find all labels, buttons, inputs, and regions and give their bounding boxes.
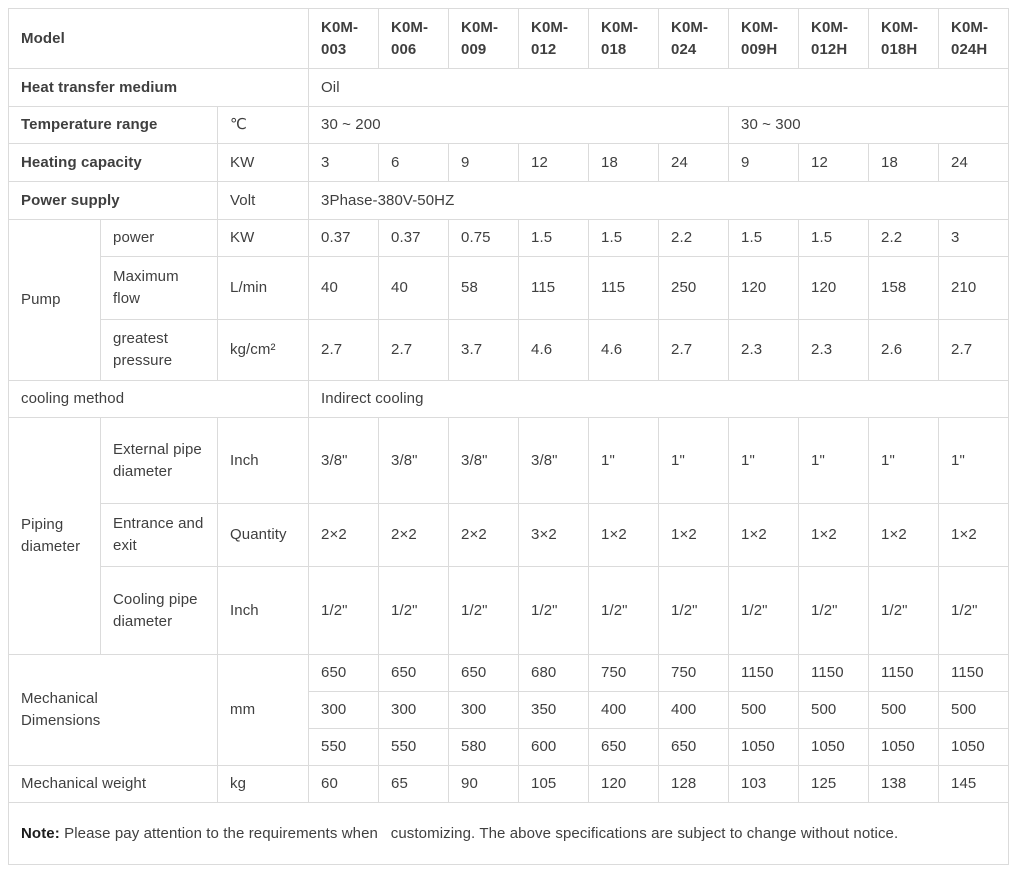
value-cell: 24 bbox=[939, 144, 1009, 182]
value-cell: 1×2 bbox=[869, 504, 939, 567]
value-cell: 138 bbox=[869, 766, 939, 803]
model-name-cell: K0M-018H bbox=[869, 9, 939, 69]
value-cell: 650 bbox=[379, 655, 449, 692]
value-cell: 300 bbox=[379, 692, 449, 729]
value-cell: 3/8" bbox=[309, 418, 379, 504]
note-prefix: Note: bbox=[21, 824, 60, 842]
value-cell: 2.3 bbox=[799, 320, 869, 381]
value-cell: 12 bbox=[799, 144, 869, 182]
model-name-cell: K0M-009 bbox=[449, 9, 519, 69]
row-temperature-range bbox=[9, 107, 1009, 144]
value-cell: 58 bbox=[449, 257, 519, 320]
value-cell: 2×2 bbox=[379, 504, 449, 567]
value-cell: 3/8" bbox=[519, 418, 589, 504]
unit-cell: L/min bbox=[218, 257, 309, 320]
value-cell: 1×2 bbox=[939, 504, 1009, 567]
value-cell: 30 ~ 200 bbox=[309, 107, 729, 144]
value-cell: 2.2 bbox=[869, 220, 939, 257]
value-cell: 1" bbox=[729, 418, 799, 504]
sub-label-cell: Maximum flow bbox=[101, 257, 218, 320]
value-cell: 300 bbox=[309, 692, 379, 729]
value-cell: 1.5 bbox=[589, 220, 659, 257]
row-pump-greatest-pressure bbox=[9, 320, 1009, 381]
value-cell: 500 bbox=[729, 692, 799, 729]
sub-label-cell: External pipe diameter bbox=[101, 418, 218, 504]
unit-cell: Volt bbox=[218, 182, 309, 220]
value-cell: 600 bbox=[519, 729, 589, 766]
value-cell: 9 bbox=[729, 144, 799, 182]
model-name-cell: K0M-009H bbox=[729, 9, 799, 69]
value-cell: 65 bbox=[379, 766, 449, 803]
value-cell: 40 bbox=[309, 257, 379, 320]
model-name-cell: K0M-006 bbox=[379, 9, 449, 69]
unit-cell: kg bbox=[218, 766, 309, 803]
value-cell: 1150 bbox=[799, 655, 869, 692]
value-cell: 105 bbox=[519, 766, 589, 803]
row-label: Heat transfer medium bbox=[9, 69, 309, 107]
value-cell: 40 bbox=[379, 257, 449, 320]
value-cell: 650 bbox=[449, 655, 519, 692]
value-cell: 1/2" bbox=[939, 567, 1009, 655]
row-label: cooling method bbox=[9, 381, 309, 418]
row-note bbox=[9, 803, 1009, 865]
value-cell: 0.37 bbox=[379, 220, 449, 257]
row-heat-transfer-medium bbox=[9, 69, 1009, 107]
value-cell: 0.75 bbox=[449, 220, 519, 257]
value-cell: 18 bbox=[869, 144, 939, 182]
value-cell: 1/2" bbox=[659, 567, 729, 655]
value-cell: 3 bbox=[309, 144, 379, 182]
unit-cell: mm bbox=[218, 655, 309, 766]
model-name-cell: K0M-024 bbox=[659, 9, 729, 69]
value-cell: 650 bbox=[309, 655, 379, 692]
value-cell: 500 bbox=[939, 692, 1009, 729]
value-cell: 1050 bbox=[799, 729, 869, 766]
note-cell bbox=[9, 803, 1009, 865]
value-cell: 1/2" bbox=[449, 567, 519, 655]
value-cell: 158 bbox=[869, 257, 939, 320]
value-cell: 1×2 bbox=[799, 504, 869, 567]
value-cell: 1/2" bbox=[379, 567, 449, 655]
group-label-text: Mechanical Dimensions bbox=[21, 690, 101, 729]
value-cell: 500 bbox=[869, 692, 939, 729]
value-cell: 4.6 bbox=[519, 320, 589, 381]
value-cell: 650 bbox=[659, 729, 729, 766]
value-cell: 3/8" bbox=[449, 418, 519, 504]
unit-cell: kg/cm² bbox=[218, 320, 309, 381]
value-cell: 3/8" bbox=[379, 418, 449, 504]
value-cell: 90 bbox=[449, 766, 519, 803]
group-label-piping-diameter: Piping diameter bbox=[9, 418, 101, 655]
row-label: Power supply bbox=[9, 182, 218, 220]
value-cell: 1/2" bbox=[309, 567, 379, 655]
value-cell: 1050 bbox=[939, 729, 1009, 766]
sub-label-cell: Cooling pipe diameter bbox=[101, 567, 218, 655]
unit-cell: ℃ bbox=[218, 107, 309, 144]
value-cell: 1" bbox=[589, 418, 659, 504]
value-cell: 4.6 bbox=[589, 320, 659, 381]
value-cell: 2.3 bbox=[729, 320, 799, 381]
value-cell: 2×2 bbox=[309, 504, 379, 567]
row-power-supply bbox=[9, 182, 1009, 220]
sub-label-cell: power bbox=[101, 220, 218, 257]
row-cooling-pipe-diameter bbox=[9, 567, 1009, 655]
model-name-cell: K0M-003 bbox=[309, 9, 379, 69]
value-cell: 1/2" bbox=[799, 567, 869, 655]
sub-label-cell: Entrance and exit bbox=[101, 504, 218, 567]
row-label: Temperature range bbox=[9, 107, 218, 144]
value-cell: 115 bbox=[519, 257, 589, 320]
row-mechanical-weight bbox=[9, 766, 1009, 803]
group-label-mechanical-dimensions bbox=[9, 655, 218, 766]
value-cell: 18 bbox=[589, 144, 659, 182]
note-text: Please pay attention to the requirements when customizing. The above specifications are subject to change without notice. bbox=[59, 824, 899, 842]
value-cell: 250 bbox=[659, 257, 729, 320]
value-cell: 2.6 bbox=[869, 320, 939, 381]
value-cell: 2.7 bbox=[659, 320, 729, 381]
unit-cell: Quantity bbox=[218, 504, 309, 567]
value-cell: 2.7 bbox=[309, 320, 379, 381]
value-cell: 1.5 bbox=[519, 220, 589, 257]
row-mechanical-dimensions-1 bbox=[9, 655, 1009, 692]
value-cell: 2.7 bbox=[379, 320, 449, 381]
value-cell: 1050 bbox=[869, 729, 939, 766]
value-cell: 60 bbox=[309, 766, 379, 803]
value-cell: 1" bbox=[869, 418, 939, 504]
value-cell: 1150 bbox=[869, 655, 939, 692]
value-cell: 400 bbox=[659, 692, 729, 729]
value-cell: 500 bbox=[799, 692, 869, 729]
value-cell: 125 bbox=[799, 766, 869, 803]
value-cell: 128 bbox=[659, 766, 729, 803]
value-cell: 650 bbox=[589, 729, 659, 766]
value-cell: Oil bbox=[309, 69, 1009, 107]
value-cell: 120 bbox=[799, 257, 869, 320]
unit-cell: KW bbox=[218, 220, 309, 257]
value-cell: 1" bbox=[939, 418, 1009, 504]
model-row-label: Model bbox=[9, 9, 309, 69]
value-cell: 750 bbox=[659, 655, 729, 692]
row-external-pipe-diameter bbox=[9, 418, 1009, 504]
value-cell: 103 bbox=[729, 766, 799, 803]
value-cell: 3Phase-380V-50HZ bbox=[309, 182, 1009, 220]
value-cell: 750 bbox=[589, 655, 659, 692]
value-cell: 1" bbox=[799, 418, 869, 504]
row-heating-capacity bbox=[9, 144, 1009, 182]
value-cell: 680 bbox=[519, 655, 589, 692]
value-cell: 0.37 bbox=[309, 220, 379, 257]
value-cell: 1×2 bbox=[589, 504, 659, 567]
value-cell: 2.7 bbox=[939, 320, 1009, 381]
row-pump-power bbox=[9, 220, 1009, 257]
group-label-pump: Pump bbox=[9, 220, 101, 381]
value-cell: 3×2 bbox=[519, 504, 589, 567]
model-name-cell: K0M-024H bbox=[939, 9, 1009, 69]
value-cell: 1" bbox=[659, 418, 729, 504]
value-cell: 145 bbox=[939, 766, 1009, 803]
value-cell: 30 ~ 300 bbox=[729, 107, 1009, 144]
value-cell: 210 bbox=[939, 257, 1009, 320]
row-entrance-and-exit bbox=[9, 504, 1009, 567]
value-cell: 9 bbox=[449, 144, 519, 182]
unit-cell: KW bbox=[218, 144, 309, 182]
row-label: Mechanical weight bbox=[9, 766, 218, 803]
value-cell: 115 bbox=[589, 257, 659, 320]
value-cell: 550 bbox=[379, 729, 449, 766]
value-cell: 1/2" bbox=[869, 567, 939, 655]
value-cell: 24 bbox=[659, 144, 729, 182]
model-name-cell: K0M-012 bbox=[519, 9, 589, 69]
value-cell: 2×2 bbox=[449, 504, 519, 567]
value-cell: 1/2" bbox=[519, 567, 589, 655]
spec-page bbox=[0, 8, 1016, 865]
value-cell: 400 bbox=[589, 692, 659, 729]
value-cell: 1/2" bbox=[729, 567, 799, 655]
value-cell: 550 bbox=[309, 729, 379, 766]
specification-table bbox=[8, 8, 1009, 865]
value-cell: 2.2 bbox=[659, 220, 729, 257]
value-cell: 120 bbox=[589, 766, 659, 803]
model-name-cell: K0M-012H bbox=[799, 9, 869, 69]
value-cell: 1/2" bbox=[589, 567, 659, 655]
unit-cell: Inch bbox=[218, 418, 309, 504]
value-cell: 6 bbox=[379, 144, 449, 182]
row-cooling-method bbox=[9, 381, 1009, 418]
value-cell: 12 bbox=[519, 144, 589, 182]
sub-label-cell: greatest pressure bbox=[101, 320, 218, 381]
value-cell: 580 bbox=[449, 729, 519, 766]
model-name-cell: K0M-018 bbox=[589, 9, 659, 69]
value-cell: 3 bbox=[939, 220, 1009, 257]
value-cell: 300 bbox=[449, 692, 519, 729]
unit-cell: Inch bbox=[218, 567, 309, 655]
value-cell: 3.7 bbox=[449, 320, 519, 381]
value-cell: 120 bbox=[729, 257, 799, 320]
value-cell: 1150 bbox=[729, 655, 799, 692]
value-cell: 1.5 bbox=[729, 220, 799, 257]
row-label: Heating capacity bbox=[9, 144, 218, 182]
row-pump-maximum-flow bbox=[9, 257, 1009, 320]
value-cell: 1050 bbox=[729, 729, 799, 766]
row-model bbox=[9, 9, 1009, 69]
value-cell: 1.5 bbox=[799, 220, 869, 257]
value-cell: 1150 bbox=[939, 655, 1009, 692]
value-cell: 350 bbox=[519, 692, 589, 729]
value-cell: 1×2 bbox=[729, 504, 799, 567]
value-cell: Indirect cooling bbox=[309, 381, 1009, 418]
value-cell: 1×2 bbox=[659, 504, 729, 567]
